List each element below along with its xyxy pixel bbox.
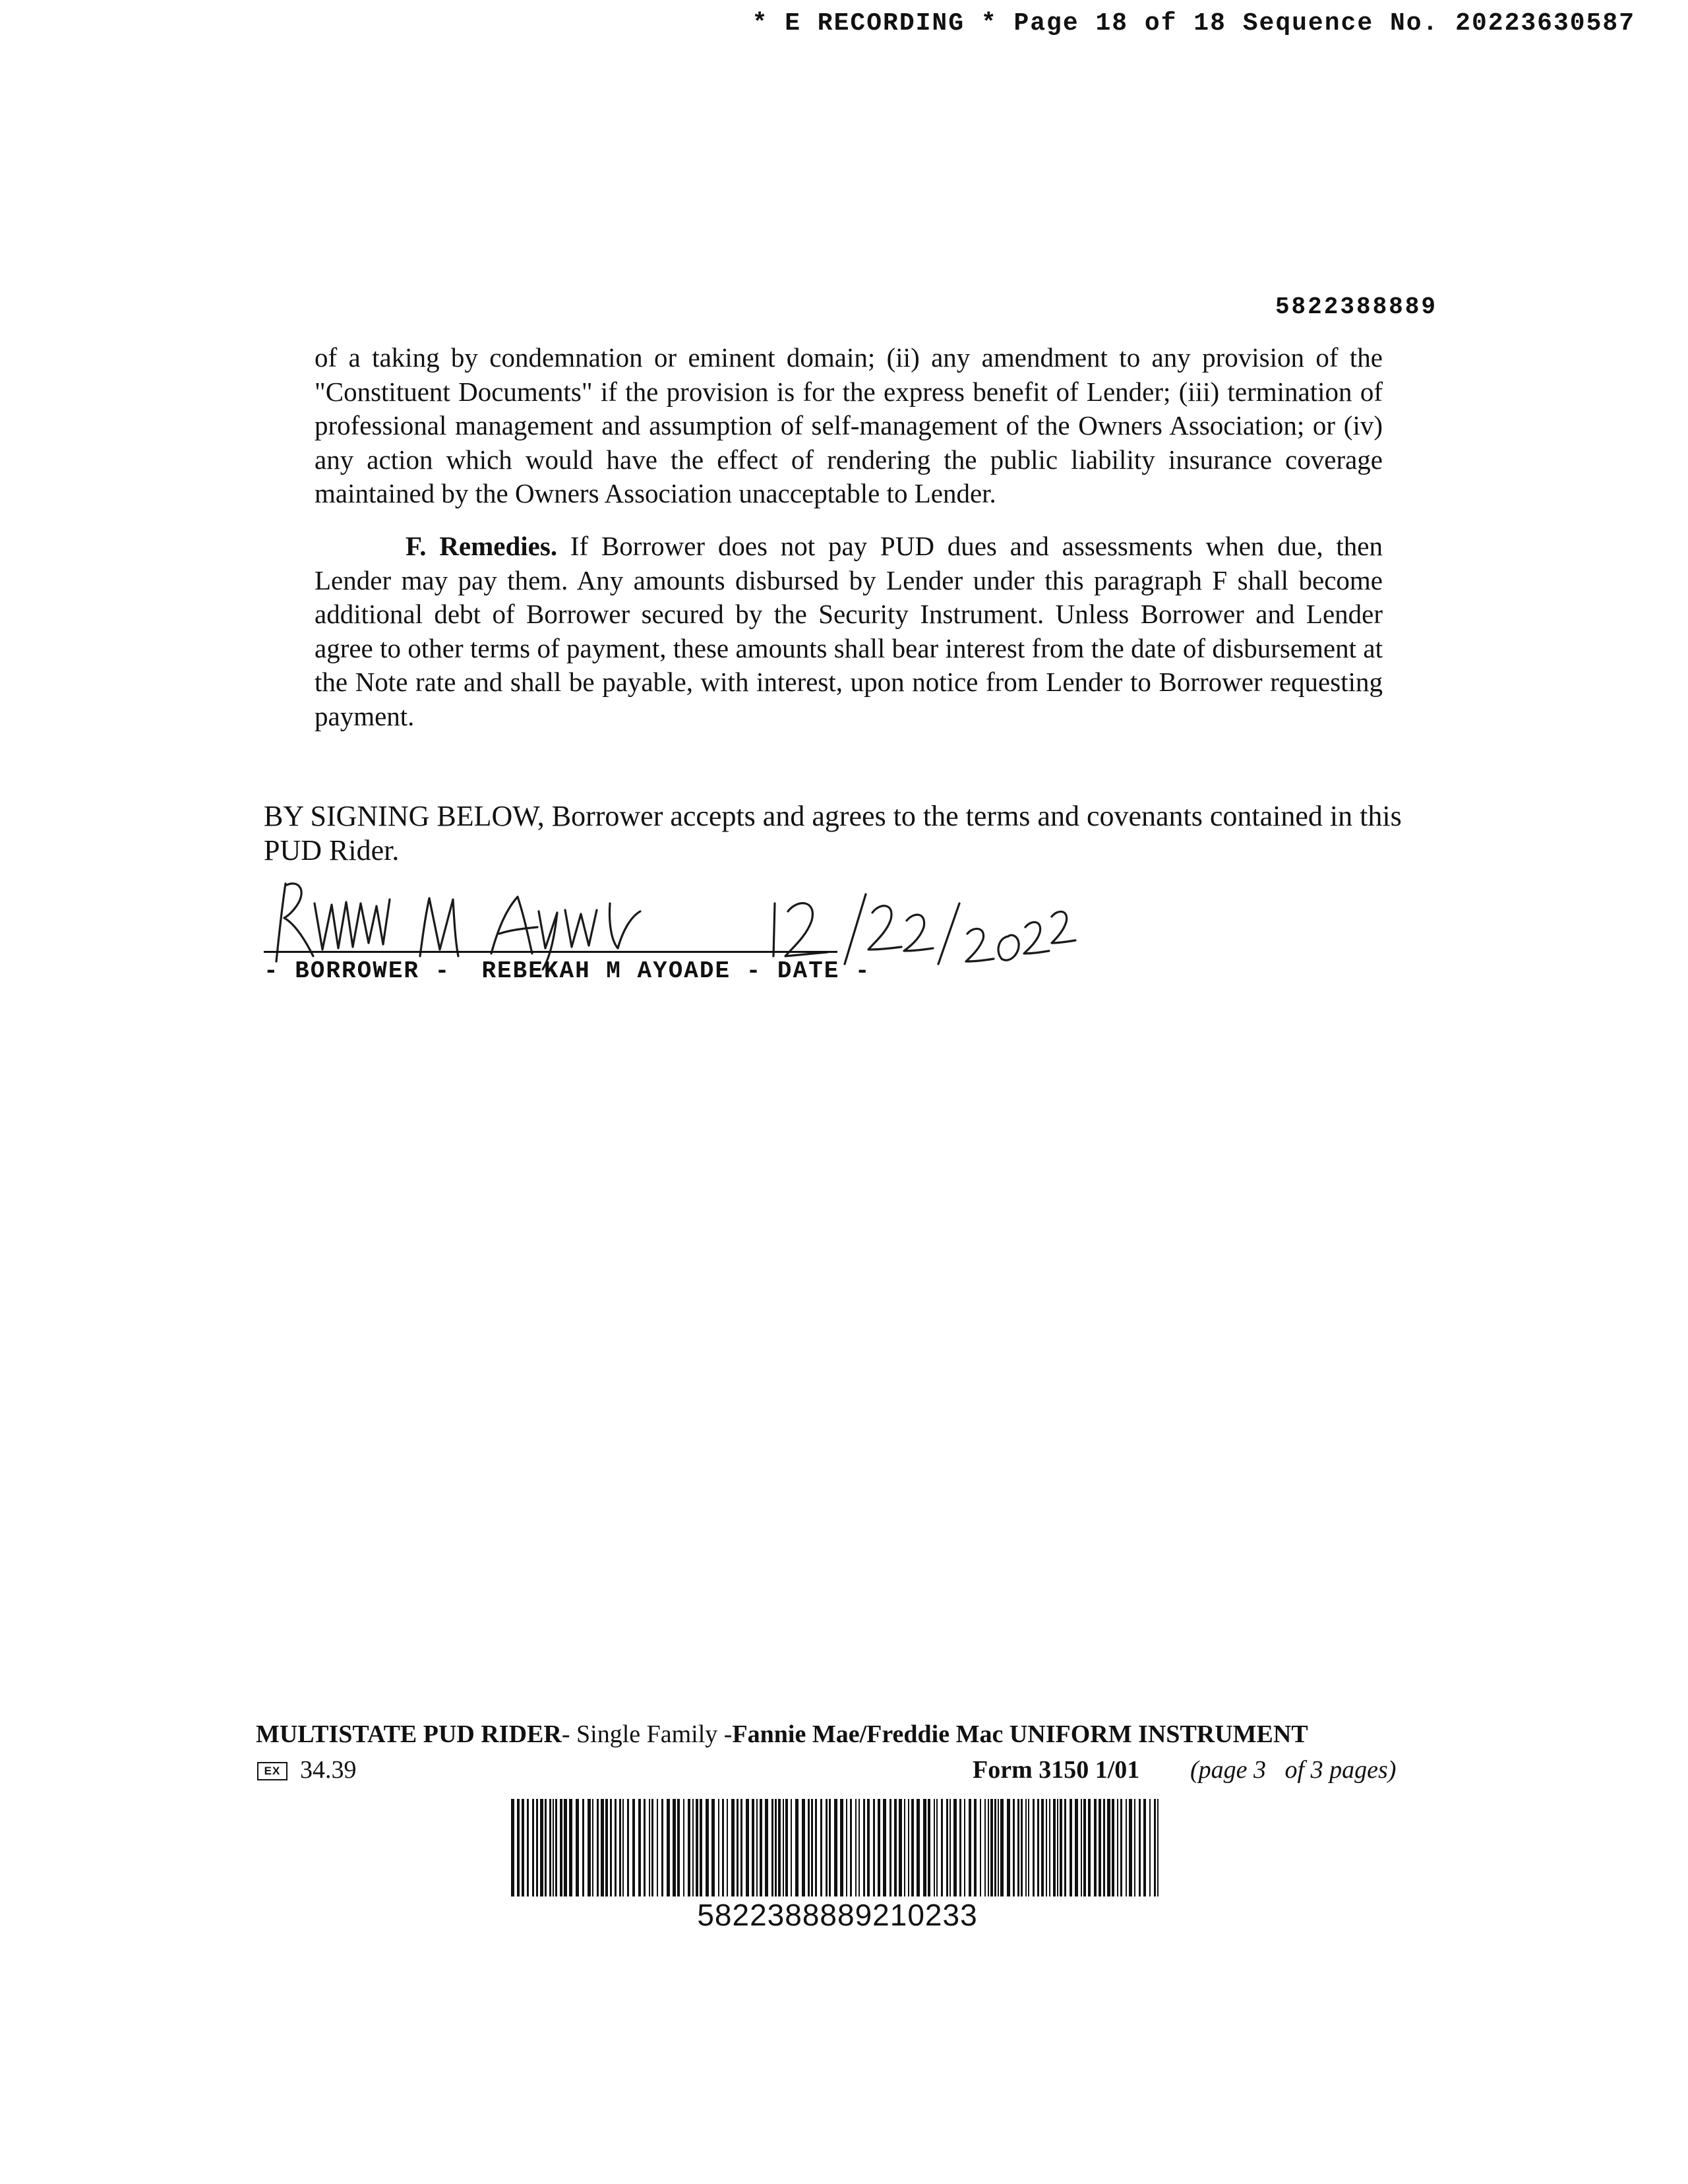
barcode-bar (946, 1799, 948, 1896)
barcode-bar (815, 1799, 817, 1896)
barcode-bar (936, 1799, 938, 1896)
form-number: Form 3150 1/01 (973, 1756, 1140, 1784)
barcode-bar (867, 1799, 870, 1896)
barcode-bar (536, 1799, 538, 1896)
barcode-bar (775, 1799, 777, 1896)
barcode-bar (899, 1799, 902, 1896)
barcode-bar (783, 1799, 784, 1896)
barcode-bar (711, 1799, 715, 1896)
barcode-bar (1037, 1799, 1039, 1896)
barcode-bar (540, 1799, 543, 1896)
barcode-bar (826, 1799, 828, 1896)
barcode-bar (651, 1799, 653, 1896)
barcode-bar (619, 1799, 621, 1896)
barcode-bar (1017, 1799, 1019, 1896)
barcode-bar (969, 1799, 971, 1896)
barcode-bar (791, 1799, 792, 1896)
barcode-bar (700, 1799, 702, 1896)
barcode-bar (632, 1799, 635, 1896)
remedies-heading: F. Remedies. (406, 531, 558, 561)
barcode-bar (1041, 1799, 1044, 1896)
barcode-bar (846, 1799, 847, 1896)
barcode-bar (889, 1799, 891, 1896)
barcode-bar (859, 1799, 860, 1896)
barcode-bar (765, 1799, 768, 1896)
barcode-bar (1053, 1799, 1056, 1896)
barcode-bar (1154, 1799, 1156, 1896)
continuation-paragraph: of a taking by condemnation or eminent domain; (ii) any amendment to any provision of the "Constituent Documents" if the provision is for the express benefit of Lender; (iii) termination of professional management and assumption of self-management of the Owners Association; or (iv) any action which would have the effect of rendering the public liability insurance coverage maintained by the Owners Association unacceptable to Lender. (315, 342, 1383, 508)
barcode-bar (752, 1799, 754, 1896)
barcode-bar (555, 1799, 557, 1896)
barcode-bar (740, 1799, 742, 1896)
barcode-bar (511, 1799, 514, 1896)
barcode-bar (649, 1799, 650, 1896)
recording-header: * E RECORDING * Page 18 of 18 Sequence No. 20223630587 (752, 9, 1635, 38)
barcode-bar (696, 1799, 698, 1896)
loan-number: 5822388889 (1275, 293, 1437, 320)
barcode-bar (737, 1799, 738, 1896)
barcode-bar (683, 1799, 684, 1896)
barcode-bar (1028, 1799, 1029, 1896)
barcode-bar (549, 1799, 551, 1896)
barcode-bar (576, 1799, 579, 1896)
barcode-bar (601, 1799, 604, 1896)
barcode-bar (1013, 1799, 1015, 1896)
barcode-bar (667, 1799, 670, 1896)
barcode-bar (1083, 1799, 1086, 1896)
barcode-bar (1025, 1799, 1027, 1896)
barcode-bar (564, 1799, 567, 1896)
barcode-bar (644, 1799, 646, 1896)
barcode-bar (1075, 1799, 1078, 1896)
barcode-bar (532, 1799, 534, 1896)
barcode-bar (553, 1799, 554, 1896)
barcode-bar (904, 1799, 905, 1896)
barcode-bar (673, 1799, 676, 1896)
barcode-bar (1060, 1799, 1062, 1896)
barcode-bar (560, 1799, 562, 1896)
barcode-bar (638, 1799, 641, 1896)
barcode-bar (592, 1799, 593, 1896)
barcode-bar (908, 1799, 909, 1896)
barcode-bar (990, 1799, 993, 1896)
barcode-bar (582, 1799, 584, 1896)
barcode-bar (771, 1799, 773, 1896)
barcode-bar (627, 1799, 629, 1896)
barcode-bar (610, 1799, 612, 1896)
signature-caption: - BORROWER - REBEKAH M AYOADE - DATE - (264, 957, 871, 985)
barcode-bar (527, 1799, 529, 1896)
barcode-bar (994, 1799, 996, 1896)
barcode-bar (878, 1799, 880, 1896)
barcode-bar (1112, 1799, 1114, 1896)
barcode-bar (545, 1799, 547, 1896)
barcode-bar (934, 1799, 935, 1896)
signing-statement: BY SIGNING BELOW, Borrower accepts and agrees to the terms and covenants contained in this PUD Rider. (264, 800, 1402, 866)
page-indicator: (page 3 of 3 pages) (1190, 1756, 1397, 1784)
barcode-bar (928, 1799, 930, 1896)
barcode-bar (980, 1799, 981, 1896)
barcode-bar (657, 1799, 658, 1896)
barcode-bar (1149, 1799, 1151, 1896)
barcode-bar (760, 1799, 762, 1896)
barcode-bar (569, 1799, 572, 1896)
barcode-bar (834, 1799, 837, 1896)
barcode-bar (1134, 1799, 1135, 1896)
barcode-bar (1143, 1799, 1146, 1896)
barcode-bar (984, 1799, 986, 1896)
barcode-bar (1070, 1799, 1072, 1896)
barcode-bar (850, 1799, 852, 1896)
barcode-bar (588, 1799, 591, 1896)
barcode-bar (1088, 1799, 1091, 1896)
barcode-bar (522, 1799, 524, 1896)
barcode-bar (802, 1799, 805, 1896)
barcode-bar (1049, 1799, 1050, 1896)
barcode-bar (1117, 1799, 1118, 1896)
remedies-paragraph (315, 530, 1383, 733)
barcode-bar (1033, 1799, 1035, 1896)
barcode-bar (706, 1799, 709, 1896)
signature-line (264, 951, 837, 953)
barcode-bar (722, 1799, 724, 1896)
barcode-bar (911, 1799, 914, 1896)
barcode-bar (950, 1799, 951, 1896)
barcode-bar (873, 1799, 875, 1896)
barcode-bar (923, 1799, 926, 1896)
barcode-bar (1157, 1799, 1159, 1896)
form-title-part-1: MULTISTATE PUD RIDER (256, 1720, 562, 1748)
barcode-bar (677, 1799, 680, 1896)
barcode-bar (688, 1799, 690, 1896)
barcode-bar (731, 1799, 735, 1896)
barcode-bar (1099, 1799, 1101, 1896)
barcode-bar (941, 1799, 943, 1896)
barcode-bar (1120, 1799, 1122, 1896)
barcode-bar (917, 1799, 920, 1896)
form-title (256, 1720, 1416, 1749)
barcode-bar (746, 1799, 749, 1896)
barcode-bar (615, 1799, 617, 1896)
barcode-bar (517, 1799, 520, 1896)
barcode-number: 5822388889210233 (697, 1898, 978, 1932)
form-title-part-2: - Single Family - (561, 1720, 733, 1748)
barcode-bar (988, 1799, 989, 1896)
barcode-bar (1057, 1799, 1058, 1896)
barcode-image (511, 1799, 1164, 1896)
barcode-bar (1129, 1799, 1132, 1896)
ex-badge: EX (257, 1762, 287, 1780)
barcode-bar (718, 1799, 719, 1896)
barcode-bar (1064, 1799, 1066, 1896)
barcode-bar (998, 1799, 999, 1896)
barcode-bar (953, 1799, 957, 1896)
barcode-bar (808, 1799, 810, 1896)
barcode-bar (855, 1799, 857, 1896)
barcode-bar (1094, 1799, 1097, 1896)
barcode-bar (1103, 1799, 1105, 1896)
barcode-bar (661, 1799, 663, 1896)
barcode-bar (756, 1799, 758, 1896)
form-title-part-3: Fannie Mae/Freddie Mac UNIFORM INSTRUMENT (732, 1720, 1308, 1748)
barcode-bar (811, 1799, 813, 1896)
barcode-bar (795, 1799, 799, 1896)
barcode-bar (597, 1799, 599, 1896)
barcode-bar (1139, 1799, 1141, 1896)
barcode-bar (829, 1799, 831, 1896)
barcode-bar (959, 1799, 961, 1896)
barcode-bar (692, 1799, 694, 1896)
barcode-bar (1081, 1799, 1082, 1896)
barcode-bar (605, 1799, 608, 1896)
barcode-bar (863, 1799, 865, 1896)
barcode-bar (1107, 1799, 1110, 1896)
barcode-bar (727, 1799, 728, 1896)
barcode-bar (1126, 1799, 1127, 1896)
barcode-bar (785, 1799, 788, 1896)
barcode-bar (840, 1799, 843, 1896)
form-code: 34.39 (300, 1756, 357, 1784)
barcode-bar (820, 1799, 822, 1896)
remedies-text: If Borrower does not pay PUD dues and assessments when due, then Lender may pay them. Any amounts disbursed by Lender under this paragraph F shall become additional debt of Borrower secured by the Security Instrument. Unless Borrower and Lender agree to other terms of payment, these amounts shall bear interest from the date of disbursement at the Note rate and shall be payable, with interest, upon notice from Lender to Borrower requesting payment. (315, 531, 1383, 731)
barcode-bar (778, 1799, 781, 1896)
barcode-bar (1000, 1799, 1004, 1896)
barcode-bar (622, 1799, 624, 1896)
barcode-bar (894, 1799, 897, 1896)
barcode-bar (883, 1799, 886, 1896)
barcode-bar (1021, 1799, 1023, 1896)
barcode-bar (964, 1799, 965, 1896)
barcode-bar (974, 1799, 977, 1896)
barcode-bar (1046, 1799, 1047, 1896)
barcode-bar (1007, 1799, 1010, 1896)
